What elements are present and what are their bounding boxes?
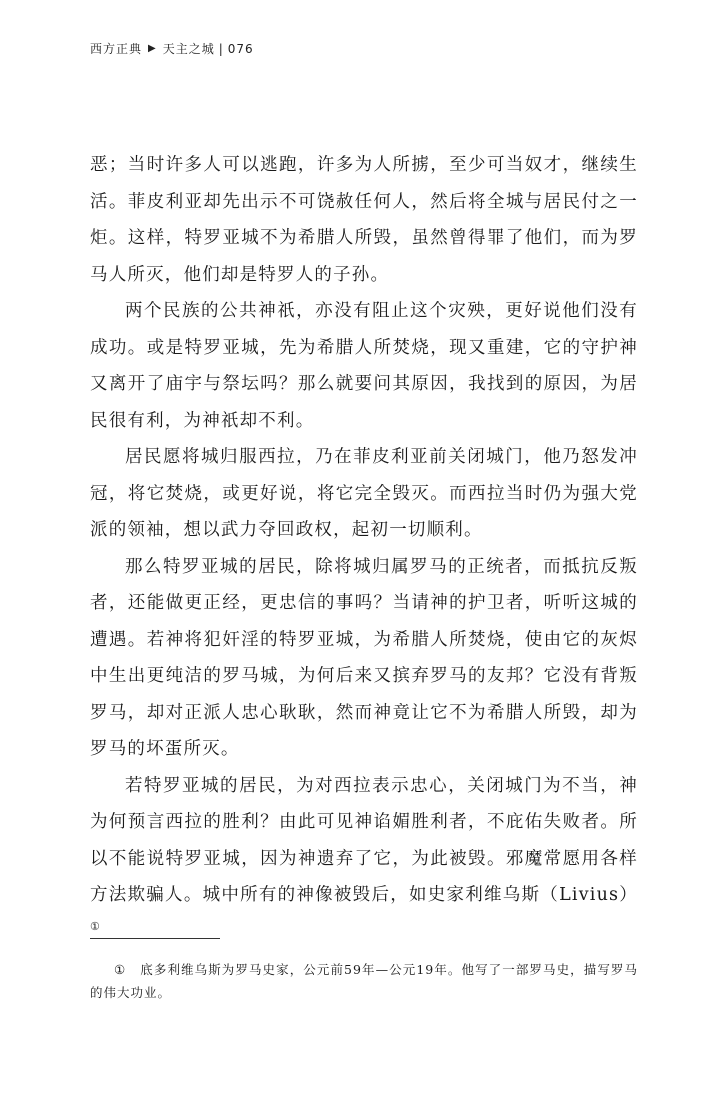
paragraph-3: 居民愿将城归服西拉，乃在菲皮利亚前关闭城门，他乃怒发冲冠，将它焚烧，或更好说，将它完全毁灭。而西拉当时仍为强大党派的领袖，想以武力夺回政权，起初一切顺利。: [90, 447, 638, 540]
play-triangle-icon: ▶: [148, 43, 157, 54]
paragraph-5-text: 若特罗亚城的居民，为对西拉表示忠心，关闭城门为不当，神为何预言西拉的胜利？由此可见神谄媚胜利者，不庇佑失败者。所以不能说特罗亚城，因为神遗弃了它，为此被毁。邪魔常愿用各样方法欺骗人。城中所有的神像被毁后，如史家利维乌斯（Livius）: [90, 775, 638, 905]
footnote-reference[interactable]: ①: [90, 919, 102, 933]
paragraph-1: 恶；当时许多人可以逃跑，许多为人所掳，至少可当奴才，继续生活。菲皮利亚却先出示不可饶赦任何人，然后将全城与居民付之一炬。这样，特罗亚城不为希腊人所毁，虽然曾得罪了他们，而为罗马人所灭，他们却是特罗人的子孙。: [90, 155, 638, 285]
running-header: [90, 40, 254, 57]
main-text: [90, 147, 638, 950]
paragraph-5: [90, 768, 638, 951]
section-title: 天主之城: [162, 42, 215, 56]
footnote: [90, 958, 638, 1004]
page-number: 076: [227, 41, 254, 56]
book-title: 西方正典: [90, 42, 143, 56]
header-separator: |: [218, 41, 224, 56]
footnote-mark: ①: [114, 962, 127, 977]
footnote-divider: [90, 938, 220, 939]
footnote-text: 底多利维乌斯为罗马史家，公元前59年—公元19年。他写了一部罗马史，描写罗马的伟大功业。: [90, 962, 638, 1000]
paragraph-2: 两个民族的公共神祇，亦没有阻止这个灾殃，更好说他们没有成功。或是特罗亚城，先为希腊人所焚烧，现又重建，它的守护神又离开了庙宇与祭坛吗？那么就要问其原因，我找到的原因，为居民很有利，为神祇却不利。: [90, 301, 638, 431]
paragraph-4: 那么特罗亚城的居民，除将城归属罗马的正统者，而抵抗反叛者，还能做更正经，更忠信的事吗？当请神的护卫者，听听这城的遭遇。若神将犯奸淫的特罗亚城，为希腊人所焚烧，使由它的灰烬中生出更纯洁的罗马城，为何后来又摈弃罗马的友邦？它没有背叛罗马，却对正派人忠心耿耿，然而神竟让它不为希腊人所毁，却为罗马的坏蛋所灭。: [90, 556, 638, 759]
